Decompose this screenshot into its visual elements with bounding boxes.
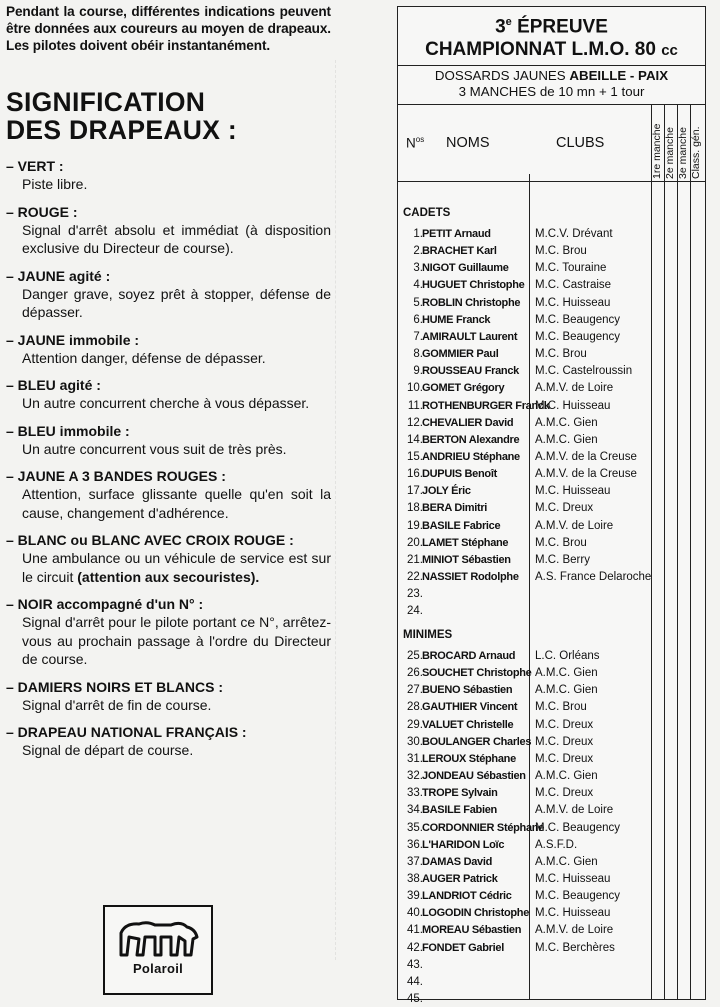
flag-description: Un autre concurrent vous suit de très près. <box>22 440 287 457</box>
rider-name: CORDONNIER Stéphane <box>422 821 545 834</box>
flag-name: – BLEU immobile : <box>6 422 130 439</box>
flag-description: Signal d'arrêt absolu et immédiat (à disposition exclusive du Directeur de course). <box>22 221 331 256</box>
rider-number: 39. <box>407 890 423 903</box>
rider-number: 44. <box>407 975 423 988</box>
table-row <box>398 991 651 1007</box>
race-info <box>398 66 705 105</box>
rider-name: BOULANGER Charles <box>422 735 532 748</box>
table-row <box>398 260 651 276</box>
table-row <box>398 802 651 818</box>
table-row <box>398 768 651 784</box>
rider-number: 34. <box>407 804 423 817</box>
epreuve-title: 3e ÉPREUVE <box>495 16 608 38</box>
rider-club: M.C. Huisseau <box>535 485 611 498</box>
rider-name: MOREAU Sébastien <box>422 924 522 937</box>
table-row <box>398 837 651 853</box>
flag-name: – JAUNE immobile : <box>6 331 140 348</box>
rider-number: 30. <box>407 735 423 748</box>
rider-club: M.C. Beaugency <box>535 330 621 343</box>
table-row <box>398 854 651 870</box>
section-minimes: MINIMES <box>403 629 453 641</box>
rider-club: M.C. Dreux <box>535 735 594 748</box>
rider-number: 35. <box>407 821 423 834</box>
flag-description: Signal de départ de course. <box>22 742 194 758</box>
rider-club: M.C. Dreux <box>535 718 594 731</box>
rider-club: A.S. France Delaroche <box>535 571 652 583</box>
rider-club: A.M.C. Gien <box>535 433 598 446</box>
rider-name: ROBLIN Christophe <box>422 296 521 309</box>
section-cadets: CADETS <box>403 207 451 219</box>
table-row <box>398 226 651 242</box>
rider-club: A.M.V. de la Creuse <box>535 468 637 481</box>
rider-name: LANDRIOT Cédric <box>422 890 512 903</box>
rider-club: M.C. Brou <box>535 536 587 549</box>
rider-club: M.C. Beaugency <box>535 821 621 834</box>
rider-club: M.C. Brou <box>535 245 587 258</box>
flag-item <box>6 467 331 522</box>
table-row <box>398 277 651 293</box>
flag-item <box>6 595 331 669</box>
rider-name: JOLY Éric <box>422 485 471 498</box>
rider-number: 25. <box>407 650 423 662</box>
rider-club: M.C. Huisseau <box>535 399 611 412</box>
rider-club: M.C. Touraine <box>535 262 607 275</box>
dossards-line: DOSSARDS JAUNES ABEILLE - PAIX <box>434 68 669 84</box>
flag-description: Attention, surface glissante quelle qu'en soit la cause, changement d'adhérence. <box>22 486 331 521</box>
polar-bear-icon <box>115 915 201 959</box>
rider-club: L.C. Orléans <box>535 650 600 662</box>
rider-number: 17. <box>407 485 423 498</box>
flag-item <box>6 331 331 368</box>
rider-number: 16. <box>407 468 423 481</box>
rider-club: M.C. Huisseau <box>535 907 611 920</box>
table-row <box>398 717 651 733</box>
rider-number: 31. <box>407 752 423 765</box>
table-row <box>398 243 651 259</box>
rider-club: A.M.V. de Loire <box>535 382 614 395</box>
table-row <box>398 603 651 619</box>
flags-list <box>6 157 331 760</box>
table-row <box>398 974 651 990</box>
rider-club: M.C. Huisseau <box>535 872 611 885</box>
rider-club: M.C. Dreux <box>535 502 594 515</box>
rider-number: 9. <box>413 365 423 378</box>
table-row <box>398 820 651 836</box>
table-row <box>398 665 651 681</box>
table-row <box>398 552 651 568</box>
flag-name: – NOIR accompagné d'un N° : <box>6 596 204 612</box>
rider-number: 37. <box>407 855 423 868</box>
rider-number: 2. <box>413 245 423 258</box>
rider-number: 11. <box>407 399 423 412</box>
rider-name: TROPE Sylvain <box>422 787 498 800</box>
rider-club: M.C. Castelroussin <box>535 365 633 378</box>
rider-club: A.M.C. Gien <box>535 684 598 697</box>
rider-name: FONDET Gabriel <box>422 941 504 954</box>
rider-number: 22. <box>407 571 423 583</box>
table-header <box>398 7 705 66</box>
table-row <box>398 380 651 396</box>
flag-description: Piste libre. <box>22 176 88 192</box>
table-row <box>398 483 651 499</box>
rider-club: A.M.C. Gien <box>535 855 598 868</box>
table-row <box>398 905 651 921</box>
table-row <box>398 586 651 602</box>
table-row <box>398 535 651 551</box>
rider-name: BRACHET Karl <box>422 245 497 258</box>
table-row <box>398 415 651 431</box>
rider-name: NIGOT Guillaume <box>422 262 509 275</box>
rider-name: HUGUET Christophe <box>422 279 525 292</box>
rider-name: VALUET Christelle <box>422 718 514 731</box>
rider-club: M.C. Huisseau <box>535 296 611 309</box>
col-noms: NOMS <box>446 135 490 152</box>
background-ad-ghost <box>335 60 396 960</box>
rider-name: GAUTHIER Vincent <box>422 701 518 714</box>
logo-word: Polaroil <box>132 961 184 976</box>
rider-club: M.C. Brou <box>535 701 587 714</box>
rider-name: CHEVALIER David <box>422 416 514 429</box>
rider-number: 38. <box>407 872 423 885</box>
table-body <box>398 174 705 1005</box>
rider-club: A.M.V. de Loire <box>535 804 614 817</box>
col-classement: Class. gén. <box>690 105 703 181</box>
table-row <box>398 363 651 379</box>
manches-line: 3 MANCHES de 10 mn + 1 tour <box>458 84 645 100</box>
flag-description: Danger grave, soyez prêt à stopper, défense de dépasser. <box>22 285 331 320</box>
rider-number: 4. <box>413 279 423 292</box>
rider-club: M.C. Beaugency <box>535 890 621 903</box>
flag-name: – JAUNE agité : <box>6 267 111 284</box>
rider-club: M.C. Brou <box>535 348 587 361</box>
rider-number: 10. <box>407 382 423 395</box>
rider-number: 36. <box>407 838 423 851</box>
rider-name: BERTON Alexandre <box>422 433 520 446</box>
table-row <box>398 922 651 938</box>
rider-club: A.M.V. de la Creuse <box>535 450 637 463</box>
flag-description: Signal d'arrêt pour le pilote portant ce N°, arrêtez-vous au prochain passage à l'ordre du Directeur de course. <box>22 614 331 667</box>
rider-club: A.M.C. Gien <box>535 667 598 680</box>
flag-item <box>6 267 331 322</box>
rider-number: 27. <box>407 684 423 697</box>
flag-name: – DAMIERS NOIRS ET BLANCS : <box>6 678 224 695</box>
championship-title: CHAMPIONNAT L.M.O. 80 cc <box>425 39 678 61</box>
column-headers <box>398 105 705 182</box>
rider-club: M.C. Castraise <box>535 279 612 292</box>
flag-name: – JAUNE A 3 BANDES ROUGES : <box>6 468 226 484</box>
flag-description: Attention danger, défense de dépasser. <box>22 349 266 366</box>
rider-name: LEROUX Stéphane <box>422 752 516 765</box>
rider-name: AMIRAULT Laurent <box>422 330 518 343</box>
rider-name: AUGER Patrick <box>422 872 498 885</box>
table-row <box>398 957 651 973</box>
table-row <box>398 346 651 362</box>
rider-number: 21. <box>407 553 423 566</box>
flag-name: – BLANC ou BLANC AVEC CROIX ROUGE : <box>6 532 294 548</box>
flags-title-line2: DES DRAPEAUX : <box>6 115 237 145</box>
rider-name: LAMET Stéphane <box>422 536 509 549</box>
flag-item <box>6 376 331 413</box>
rider-number: 15. <box>407 450 423 463</box>
intro-text: Pendant la course, différentes indications peuvent être données aux coureurs au moyen de drapeaux. Les pilotes doivent obéir instantanément. <box>6 4 331 53</box>
rider-club: M.C. Dreux <box>535 787 594 800</box>
rider-club: A.M.C. Gien <box>535 770 598 783</box>
flag-name: – BLEU agité : <box>6 377 101 393</box>
rider-club: A.M.V. de Loire <box>535 519 614 532</box>
rider-name: BASILE Fabrice <box>422 519 501 532</box>
rider-number: 14. <box>407 433 423 446</box>
rider-club: M.C.V. Drévant <box>535 228 613 240</box>
flag-item <box>6 678 331 715</box>
rider-name: HUME Franck <box>422 313 491 326</box>
flag-name: – VERT : <box>6 158 64 174</box>
rider-name: GOMMIER Paul <box>422 348 499 361</box>
rider-number: 1. <box>413 228 423 240</box>
rider-number: 45. <box>407 993 423 1005</box>
rider-number: 40. <box>407 907 423 920</box>
entry-list-table <box>397 6 706 1005</box>
rider-number: 33. <box>407 787 423 800</box>
flag-description: Un autre concurrent cherche à vous dépasser. <box>22 395 310 411</box>
table-row <box>398 785 651 801</box>
rider-club: A.S.F.D. <box>535 838 578 851</box>
rider-number: 8. <box>413 348 423 361</box>
rider-name: BUENO Sébastien <box>422 684 513 697</box>
rider-name: JONDEAU Sébastien <box>422 770 526 783</box>
rider-name: DAMAS David <box>422 855 493 868</box>
rider-name: DUPUIS Benoît <box>422 468 497 481</box>
flags-title-line1: SIGNIFICATION <box>6 87 206 117</box>
table-row <box>398 751 651 767</box>
flag-item <box>6 723 331 760</box>
rider-number: 43. <box>407 958 423 971</box>
flag-item <box>6 203 331 258</box>
rider-club: A.M.V. de Loire <box>535 924 614 937</box>
rider-number: 29. <box>407 718 423 731</box>
rider-number: 20. <box>407 536 423 549</box>
table-row <box>398 699 651 715</box>
table-row <box>398 940 651 956</box>
rider-club: M.C. Berry <box>535 553 590 566</box>
table-row <box>398 449 651 465</box>
rider-number: 28. <box>407 701 423 714</box>
rider-number: 19. <box>407 519 423 532</box>
table-row <box>398 888 651 904</box>
rider-number: 7. <box>413 330 423 343</box>
rider-club: A.M.C. Gien <box>535 416 598 429</box>
rider-club: M.C. Berchères <box>535 941 615 954</box>
col-manche-3: 3e manche <box>677 105 690 181</box>
rider-number: 6. <box>413 313 423 326</box>
rider-number: 24. <box>407 605 423 618</box>
rider-number: 18. <box>407 502 423 515</box>
col-manche-1: 1re manche <box>651 105 664 181</box>
table-row <box>398 569 651 585</box>
table-row <box>398 312 651 328</box>
rider-number: 3. <box>413 262 423 275</box>
rider-name: ANDRIEU Stéphane <box>422 450 520 463</box>
rider-number: 32. <box>407 770 423 783</box>
table-row <box>398 682 651 698</box>
flag-description: Une ambulance ou un véhicule de service est sur le circuit (attention aux secouristes). <box>22 550 331 585</box>
rider-name: PETIT Arnaud <box>422 228 491 240</box>
rider-name: MINIOT Sébastien <box>422 553 511 566</box>
rider-name: BASILE Fabien <box>422 804 497 817</box>
table-row <box>398 295 651 311</box>
rider-number: 26. <box>407 667 423 680</box>
flags-column <box>6 0 331 769</box>
rider-number: 12. <box>407 416 423 429</box>
flags-title <box>6 88 331 144</box>
col-manche-2: 2e manche <box>664 105 677 181</box>
rider-name: LOGODIN Christophe <box>422 907 530 920</box>
table-row <box>398 398 651 414</box>
polaroil-logo <box>103 905 213 995</box>
table-row <box>398 329 651 345</box>
rider-number: 23. <box>407 588 423 601</box>
rider-name: ROTHENBURGER Franck <box>422 399 550 412</box>
flag-item <box>6 531 331 586</box>
table-row <box>398 648 651 664</box>
table-row <box>398 500 651 516</box>
rider-name: ROUSSEAU Franck <box>422 365 519 378</box>
rider-number: 41. <box>407 924 423 937</box>
rider-name: L'HARIDON Loïc <box>422 838 505 851</box>
table-row <box>398 432 651 448</box>
rider-name: NASSIET Rodolphe <box>422 571 519 583</box>
rider-club: M.C. Beaugency <box>535 313 621 326</box>
table-row <box>398 734 651 750</box>
flag-item <box>6 157 331 194</box>
rider-name: BERA Dimitri <box>422 502 488 515</box>
rider-club: M.C. Dreux <box>535 752 594 765</box>
col-nos: $N^{os}$ <box>406 135 425 151</box>
rider-number: 5. <box>413 296 423 309</box>
col-clubs: CLUBS <box>556 135 605 152</box>
rider-name: GOMET Grégory <box>422 382 505 395</box>
flag-name: – DRAPEAU NATIONAL FRANÇAIS : <box>6 724 247 740</box>
flag-name: – ROUGE : <box>6 203 78 220</box>
table-row <box>398 518 651 534</box>
flag-description: Signal d'arrêt de fin de course. <box>22 696 212 713</box>
table-row <box>398 466 651 482</box>
rider-name: SOUCHET Christophe <box>422 667 532 680</box>
table-row <box>398 871 651 887</box>
flag-item <box>6 422 331 459</box>
rider-number: 42. <box>407 941 423 954</box>
rider-name: BROCARD Arnaud <box>422 650 516 662</box>
